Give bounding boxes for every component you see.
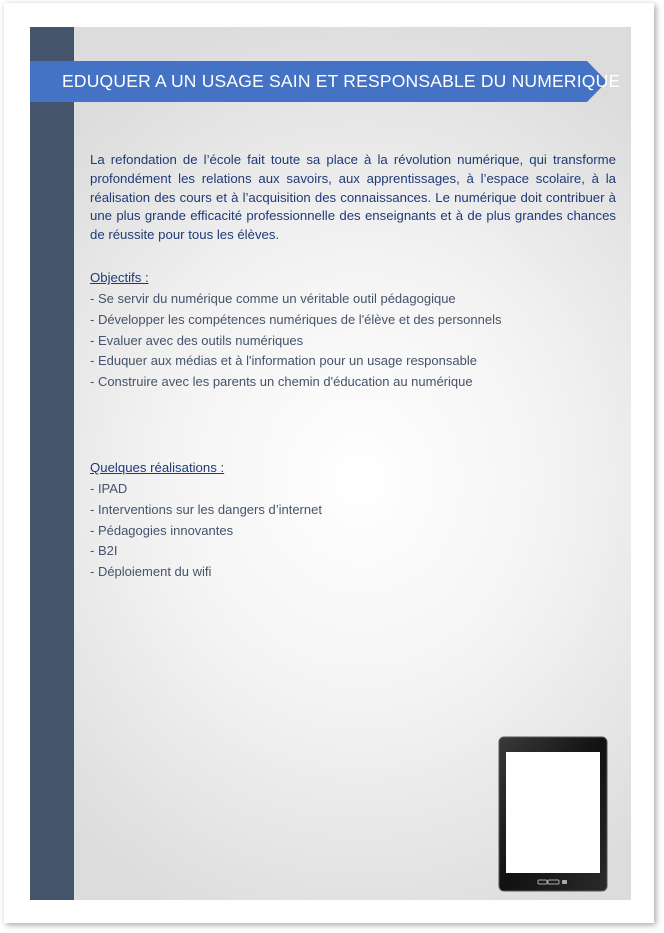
list-item: - Evaluer avec des outils numériques — [90, 332, 304, 348]
list-item: - Se servir du numérique comme un véritable outil pédagogique — [90, 291, 456, 306]
realisations-list — [90, 479, 322, 583]
list-item: - IPAD — [90, 481, 128, 496]
intro-paragraph: La refondation de l’école fait toute sa place à la révolution numérique, qui transforme profondément les relations aux savoirs, aux apprentissages, à l’espace scolaire, à la réalisation des cours et à l’acquisition des connaissances. Le numérique doit contribuer à une plus grande efficacité professionnelle des enseignants et à de plus grandes chances de réussite pour tous les élèves. — [90, 152, 616, 243]
list-item: - Eduquer aux médias et à l'information pour un usage responsable — [90, 353, 477, 369]
list-item: - B2I — [90, 543, 118, 559]
list-item: - Déploiement du wifi — [90, 564, 212, 580]
left-accent-bar — [30, 27, 74, 900]
tablet-icon — [498, 736, 608, 897]
list-item: - Construire avec les parents un chemin d'éducation au numérique — [90, 374, 473, 390]
realisations-heading: Quelques réalisations : — [90, 460, 225, 475]
document-page — [4, 3, 654, 923]
objectifs-heading: Objectifs : — [90, 270, 149, 285]
content-panel — [30, 27, 631, 900]
list-item: - Pédagogies innovantes — [90, 522, 234, 538]
list-item: - Interventions sur les dangers d’internet — [90, 501, 322, 517]
list-item: - Développer les compétences numériques de l'élève et des personnels — [90, 311, 502, 327]
title-banner — [30, 61, 621, 102]
objectifs-list — [90, 289, 502, 393]
page-title: EDUQUER A UN USAGE SAIN ET RESPONSABLE DU NUMERIQUE — [62, 71, 621, 91]
